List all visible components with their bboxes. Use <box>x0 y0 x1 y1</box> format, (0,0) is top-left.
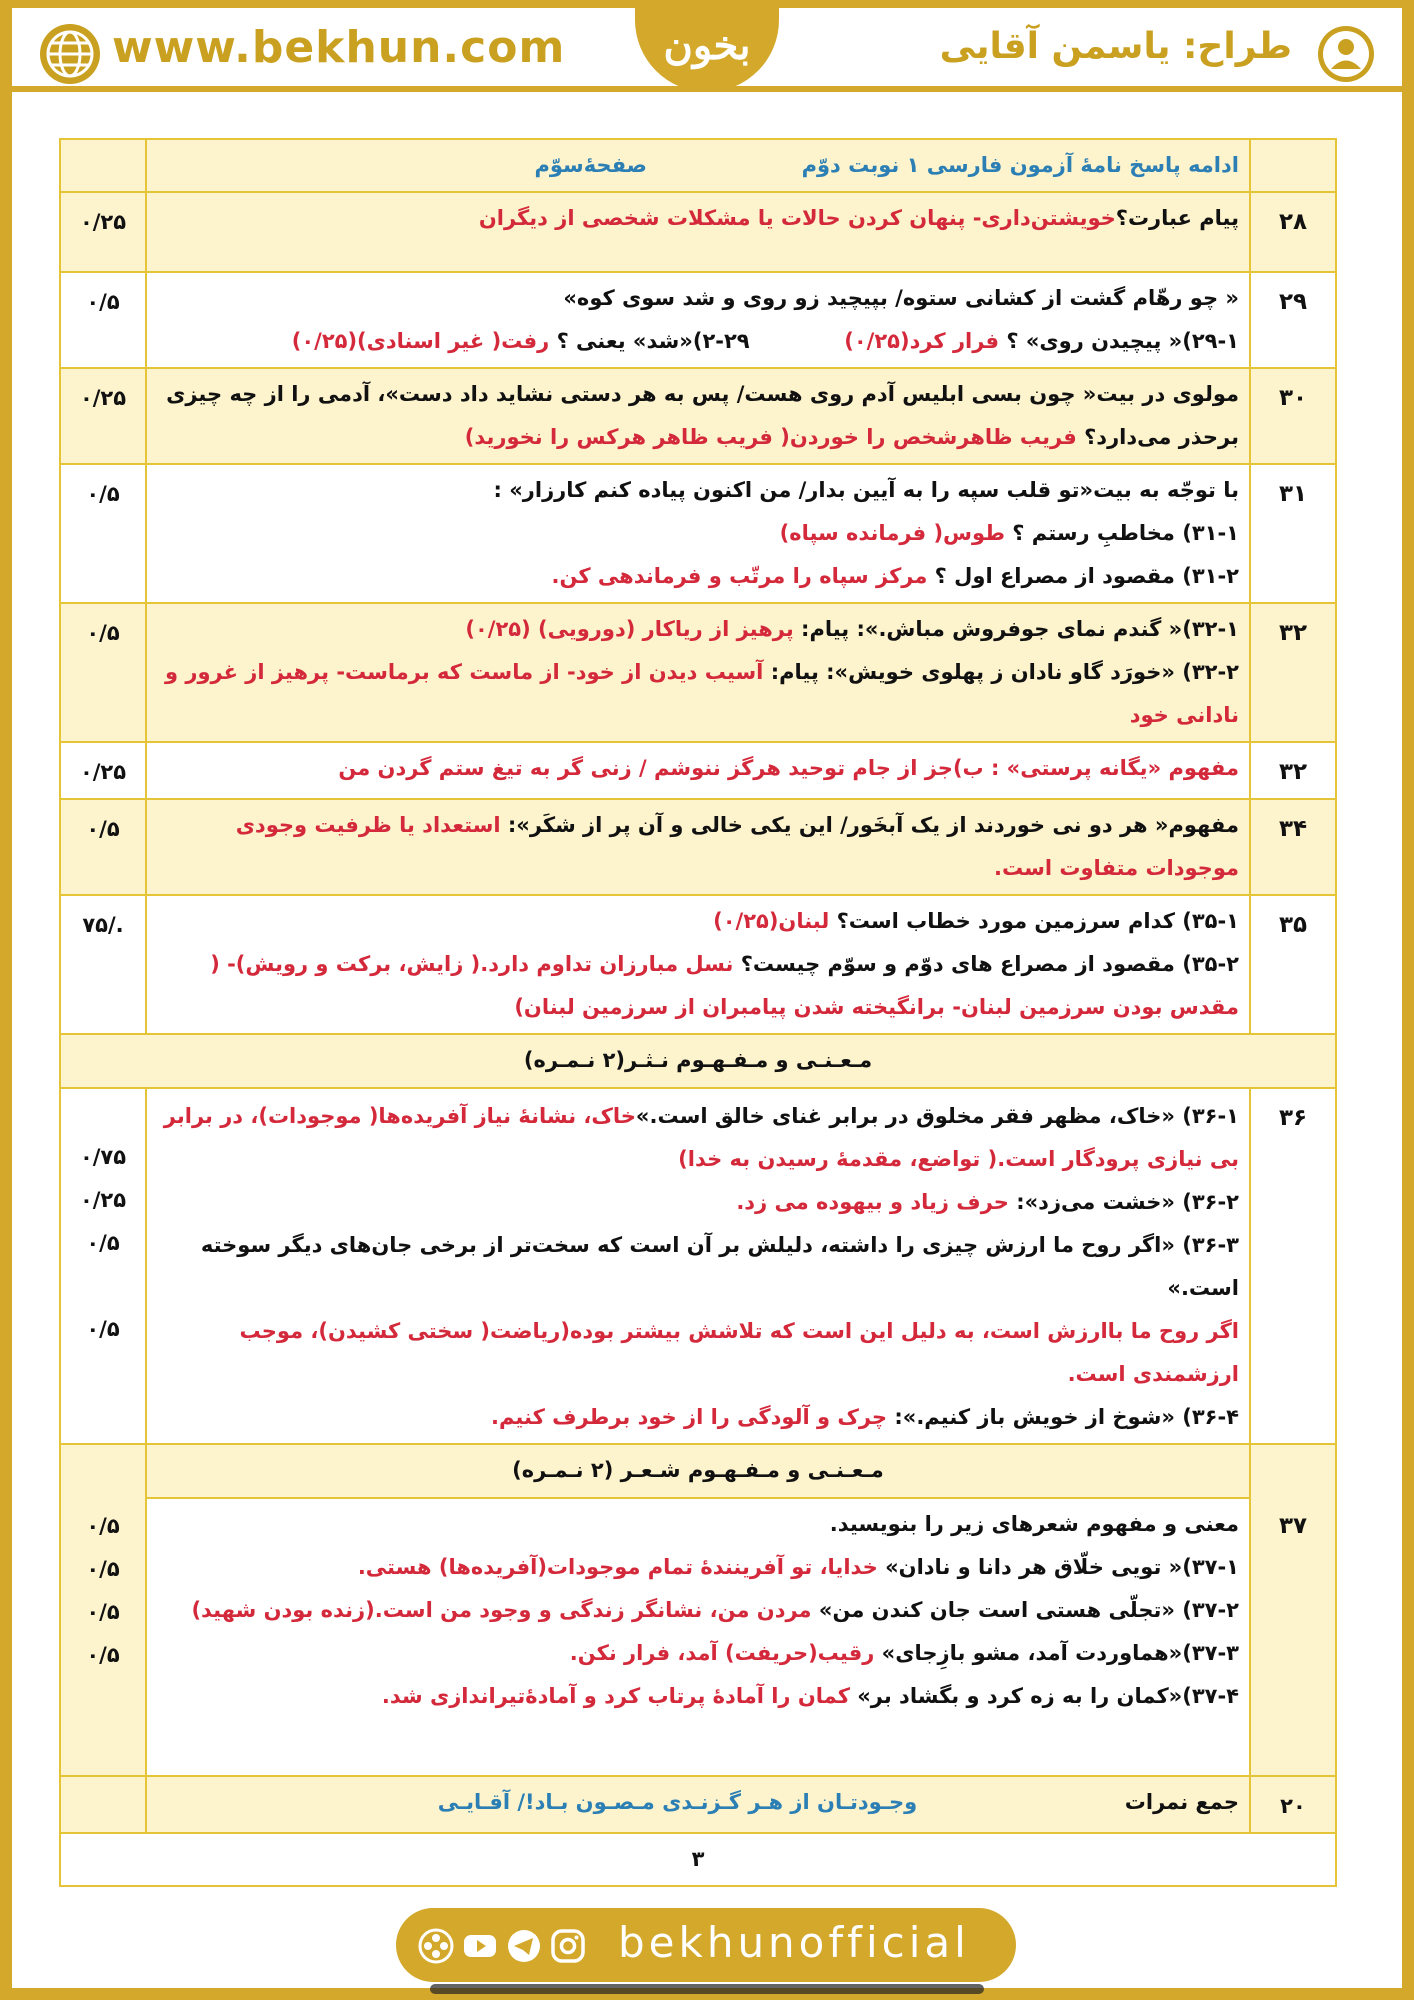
user-icon <box>1316 24 1376 84</box>
social-footer <box>396 1908 1016 1982</box>
question-prompt: مفهوم «یگانه پرستی» : ب) <box>952 756 1239 780</box>
part-2-answer: رفت( غیر اسنادی)(۰/۲۵) <box>291 329 550 353</box>
question-number: ۳۱ <box>1250 464 1336 603</box>
question-row-31 <box>60 464 1336 603</box>
website-url[interactable]: www.bekhun.com <box>112 22 566 73</box>
question-verse: با توجّه به بیت«تو قلب سپه را به آیین بدار/ من اکنون پیاده کنم کارزار» : <box>493 478 1239 502</box>
part-score: ۰/۵ <box>86 1557 120 1581</box>
footer-shadow <box>430 1984 984 1994</box>
part-score: ۰/۵ <box>86 1643 120 1667</box>
part-2-prompt: ۳۷-۲) «تجلّی هستی است جان کندن من» <box>818 1598 1239 1622</box>
question-score: ۰/۲۵ <box>60 742 146 799</box>
question-score: ۰/۲۵ <box>60 192 146 272</box>
film-reel-icon[interactable] <box>418 1928 454 1964</box>
question-score: ۰/۵ <box>60 272 146 368</box>
question-answer: فریب ظاهرشخص را خوردن( فریب ظاهر هرکس را نخورید) <box>464 425 1077 449</box>
total-value: ۲۰ <box>1250 1776 1336 1833</box>
globe-icon <box>38 22 102 86</box>
closing-wish: وجـودتـان از هـر گـزنـدی مـصـون بـاد!/ آقـایـی <box>437 1790 918 1814</box>
part-4-prompt: ۳۷-۴)«کمان را به زه کرد و بگشاد بر» <box>857 1684 1239 1708</box>
social-handle[interactable]: bekhunofficial <box>618 1918 970 1967</box>
part-3-answer: اگر روح ما باارزش است، به دلیل این است که تلاشش بیشتر بوده(ریاضت( سختی کشیدن)، موجب ارزشمندی است. <box>239 1319 1239 1386</box>
part-3-answer: رقیب(حریفت) آمد، فرار نکن. <box>569 1641 875 1665</box>
part-score: ۰/۵ <box>86 1317 120 1341</box>
question-row-37 <box>60 1498 1336 1776</box>
section-title: مـعـنـی و مـفـهـوم شـعـر (۲ نـمـره) <box>146 1444 1250 1498</box>
part-2-answer: مردن من، نشانگر زندگی و وجود من است.(زنده بودن شهید) <box>191 1598 812 1622</box>
part-1-answer: خاک، نشانۀ نیاز آفریده‌ها( موجودات)، در برابر بی نیازی پرودگار است.( تواضع، مقدمۀ رسیدن به خدا) <box>163 1104 1239 1171</box>
question-answer: استعداد یا ظرفیت وجودی موجودات متفاوت است. <box>235 813 1239 880</box>
part-2-prompt: ۲۹-۲)«شد» یعنی ؟ <box>556 329 750 353</box>
part-1-prompt: ۳۱-۱) مخاطبِ رستم ؟ <box>1012 521 1239 545</box>
part-score: ۰/۵ <box>86 1600 120 1624</box>
question-row-29 <box>60 272 1336 368</box>
part-1-prompt: ۲۹-۱)« پیچیدن روی» ؟ <box>1006 329 1239 353</box>
part-2-prompt: ۳۱-۲) مقصود از مصراع اول ؟ <box>934 564 1239 588</box>
page-label: صفحۀسوّم <box>534 153 647 177</box>
part-2-prompt: ۳۵-۲) مقصود از مصراع های دوّم و سوّم چیست؟ <box>740 952 1239 976</box>
part-score: ۰/۵ <box>86 1231 120 1255</box>
question-row-35 <box>60 895 1336 1034</box>
question-score: ۰/۵ <box>60 464 146 603</box>
part-1-answer: فرار کرد(۰/۲۵) <box>844 329 1000 353</box>
question-number: ۳۵ <box>1250 895 1336 1034</box>
part-2-answer: آسیب دیدن از خود- از ماست که برماست- پرهیز از غرور و نادانی خود <box>165 660 1239 727</box>
telegram-icon[interactable] <box>506 1928 542 1964</box>
question-number: ۲۸ <box>1250 192 1336 272</box>
part-2-prompt: ۳۶-۲) «خشت می‌زد»: <box>1016 1190 1239 1214</box>
question-row-34 <box>60 799 1336 895</box>
question-intro: معنی و مفهوم شعرهای زیر را بنویسید. <box>829 1512 1239 1536</box>
question-row-36 <box>60 1088 1336 1444</box>
designer-credit: طراح: یاسمن آقایی <box>939 26 1292 67</box>
question-verse: « چو رهّام گشت از کشانی ستوه/ بپیچید زو روی و شد سوی کوه» <box>563 286 1239 310</box>
part-1-prompt: ۳۲-۱)« گندم نمای جوفروش مباش.»: پیام: <box>801 617 1239 641</box>
part-3-prompt: ۳۶-۳) «اگر روح ما ارزش چیزی را داشته، دلیلش بر آن است که سخت‌تر از برخی جان‌های دیگر سوخته است.» <box>200 1233 1239 1300</box>
page-number: ۳ <box>60 1833 1336 1886</box>
part-2-answer: مرکز سپاه را مرتّب و فرماندهی کن. <box>551 564 928 588</box>
logo-text: بخون <box>663 22 751 69</box>
part-score: ۰/۷۵ <box>79 1145 127 1169</box>
part-1-prompt: ۳۶-۱) «خاک، مظهر فقر مخلوق در برابر غنای خالق است.» <box>635 1104 1239 1128</box>
part-1-answer: طوس( فرمانده سپاه) <box>779 521 1005 545</box>
part-4-answer: چرک و آلودگی را از خود برطرف کنیم. <box>490 1405 888 1429</box>
part-3-prompt: ۳۷-۳)«هماوردت آمد، مشو بازِجای» <box>881 1641 1239 1665</box>
question-number: ۳۴ <box>1250 799 1336 895</box>
part-4-prompt: ۳۶-۴) «شوخ از خویش باز کنیم.»: <box>894 1405 1239 1429</box>
question-score: ./۷۵ <box>60 895 146 1034</box>
part-1-answer: خدایا، تو آفرینندۀ تمام موجودات(آفریده‌ها) هستی. <box>357 1555 878 1579</box>
question-number: ۳۷ <box>1250 1444 1336 1776</box>
question-score: ۰/۵ <box>60 799 146 895</box>
question-prompt: مولوی در بیت« چون بسی ابلیس آدم روی هست/ پس به هر دستی نشاید داد دست»، آدمی را از چه چیزی برحذر می‌دارد؟ <box>166 382 1239 449</box>
total-row <box>60 1776 1336 1833</box>
section-header-prose <box>60 1034 1336 1088</box>
section-header-poem <box>60 1444 1336 1498</box>
total-label: جمع نمرات <box>1124 1790 1239 1814</box>
part-1-prompt: ۳۷-۱)« تویی خلّاق هر دانا و نادان» <box>885 1555 1239 1579</box>
question-score: ۰/۵ <box>60 603 146 742</box>
question-answer: جز از جام توحید هرگز ننوشم / زنی گر به تیغ ستم گردن من <box>338 756 953 780</box>
part-score: ۰/۲۵ <box>79 1188 127 1212</box>
question-prompt: پیام عبارت؟ <box>1115 206 1239 230</box>
title-row <box>60 139 1336 192</box>
question-number: ۳۰ <box>1250 368 1336 464</box>
question-row-28 <box>60 192 1336 272</box>
question-answer: خویشتن‌داری- پنهان کردن حالات یا مشکلات شخصی از دیگران <box>478 206 1116 230</box>
part-score: ۰/۵ <box>86 1514 120 1538</box>
part-4-answer: کمان را آمادۀ پرتاب کرد و آمادۀتیراندازی شد. <box>381 1684 850 1708</box>
part-1-answer: لبنان(۰/۲۵) <box>713 909 830 933</box>
part-1-answer: پرهیز از ریاکار (دورویی) (۰/۲۵) <box>465 617 794 641</box>
section-title: مـعـنـی و مـفـهـوم نـثـر(۲ نـمـره) <box>60 1034 1336 1088</box>
answer-sheet-table <box>59 138 1337 1887</box>
question-prompt: مفهوم« هر دو نی خوردند از یک آبخَور/ این یکی خالی و آن پر از شکَر»: <box>507 813 1239 837</box>
page-number-row <box>60 1833 1336 1886</box>
part-2-prompt: ۳۲-۲) «خورَد گاو نادان ز پهلوی خویش»: پیام: <box>770 660 1239 684</box>
question-number: ۲۹ <box>1250 272 1336 368</box>
question-number: ۳۲ <box>1250 603 1336 742</box>
instagram-icon[interactable] <box>550 1928 586 1964</box>
youtube-icon[interactable] <box>462 1928 498 1964</box>
answer-sheet-title: ادامه پاسخ نامۀ آزمون فارسی ۱ نوبت دوّم <box>801 153 1239 177</box>
part-2-answer: حرف زیاد و بیهوده می زد. <box>736 1190 1009 1214</box>
part-1-prompt: ۳۵-۱) کدام سرزمین مورد خطاب است؟ <box>836 909 1239 933</box>
question-score: ۰/۲۵ <box>60 368 146 464</box>
part-2-answer: نسل مبارزان تداوم دارد.( زایش، برکت و رویش)- ( مقدس بودن سرزمین لبنان- برانگیخته شدن پیامبران از سرزمین لبنان) <box>210 952 1239 1019</box>
question-number: ۳۶ <box>1250 1088 1336 1444</box>
question-row-33 <box>60 742 1336 799</box>
question-row-30 <box>60 368 1336 464</box>
question-row-32 <box>60 603 1336 742</box>
question-number: ۳۲ <box>1250 742 1336 799</box>
header-bar <box>0 0 1414 92</box>
